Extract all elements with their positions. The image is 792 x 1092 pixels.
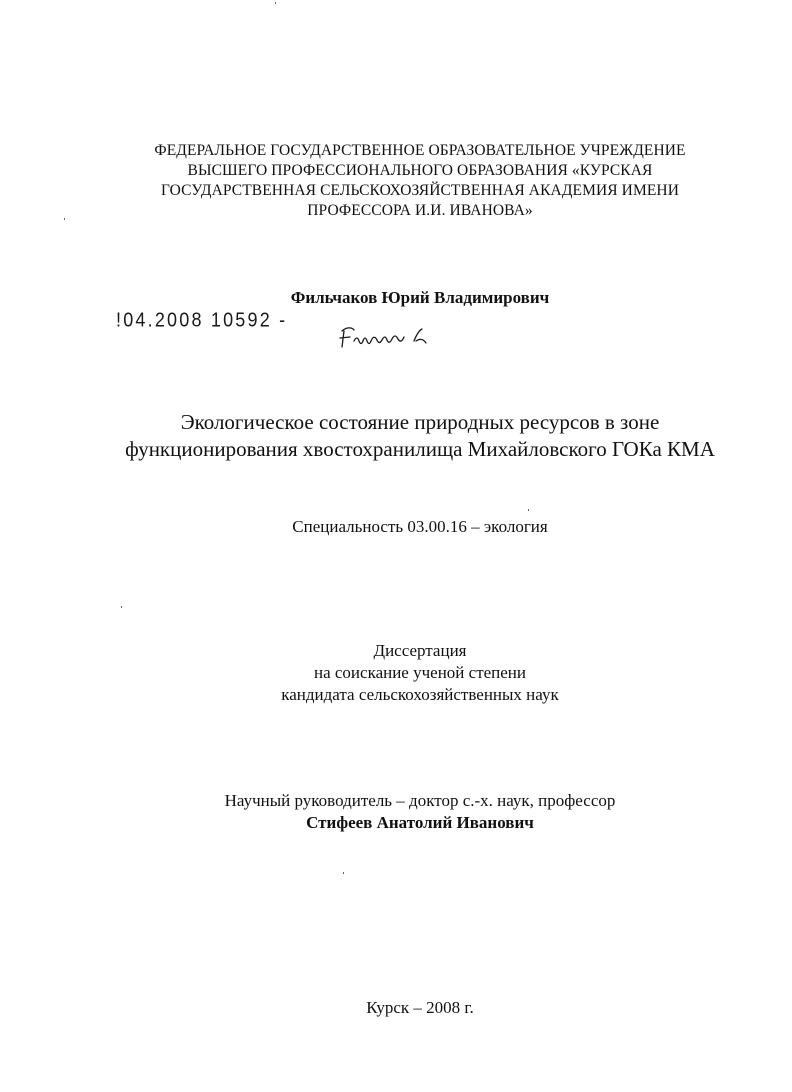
scientific-advisor <box>40 790 792 834</box>
thesis-line-1: Диссертация <box>373 641 467 660</box>
scan-speck <box>121 606 122 608</box>
thesis-description <box>60 640 780 706</box>
dissertation-title <box>60 409 780 463</box>
scan-speck <box>528 509 529 511</box>
specialty: Специальность 03.00.16 – экология <box>292 517 548 536</box>
title-line-1: Экологическое состояние природных ресурсов в зоне <box>180 410 660 434</box>
title-line-2: функционирования хвостохранилища Михайловского ГОКа КМА <box>125 437 715 461</box>
institution-line-2: ВЫСШЕГО ПРОФЕССИОНАЛЬНОГО ОБРАЗОВАНИЯ «КУРСКАЯ <box>187 162 653 179</box>
institution-line-3: ГОСУДАРСТВЕННАЯ СЕЛЬСКОХОЗЯЙСТВЕННАЯ АКАДЕМИЯ ИМЕНИ <box>161 182 679 199</box>
thesis-line-2: на соискание ученой степени <box>313 663 527 682</box>
advisor-role: Научный руководитель – доктор с.-х. наук, профессор <box>224 791 616 810</box>
scan-speck <box>275 2 276 4</box>
thesis-line-3: кандидата сельскохозяйственных наук <box>281 685 559 704</box>
institution-header <box>70 141 770 221</box>
place-and-year: Курск – 2008 г. <box>366 998 474 1017</box>
scan-speck <box>343 872 344 874</box>
handwritten-signature <box>336 321 446 355</box>
institution-line-1: ФЕДЕРАЛЬНОЕ ГОСУДАРСТВЕННОЕ ОБРАЗОВАТЕЛЬНОЕ УЧРЕЖДЕНИЕ <box>154 142 686 159</box>
advisor-name: Стифеев Анатолий Иванович <box>306 813 534 832</box>
scan-speck <box>64 218 65 220</box>
author-name: Фильчаков Юрий Владимирович <box>290 288 550 307</box>
registration-stamp-number: !04.2008 10592 - <box>116 308 288 331</box>
institution-line-4: ПРОФЕССОРА И.И. ИВАНОВА» <box>307 202 533 219</box>
